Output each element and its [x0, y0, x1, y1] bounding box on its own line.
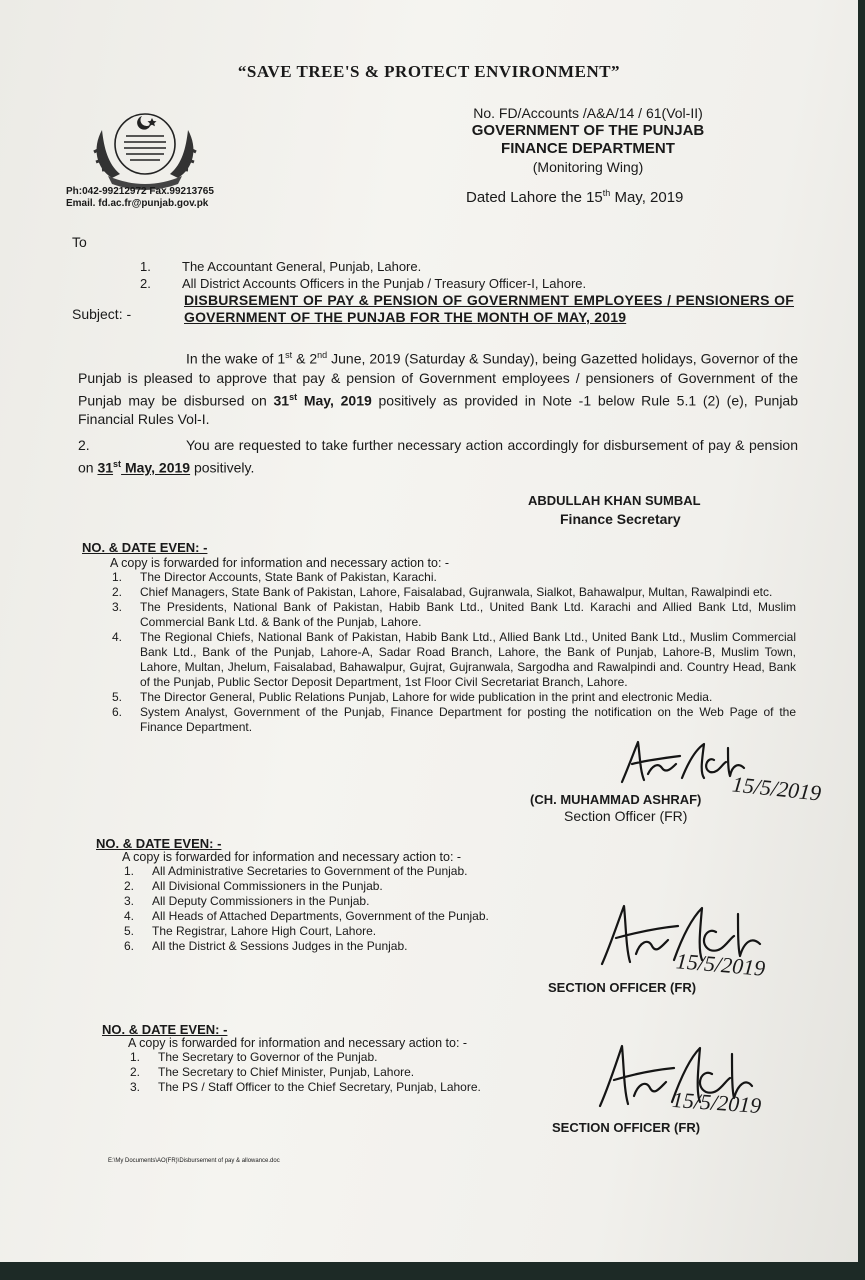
item-number: 3.	[130, 1080, 141, 1094]
government-name: GOVERNMENT OF THE PUNJAB	[471, 122, 705, 139]
dated-suffix: th	[602, 188, 611, 198]
item-text: The Director General, Public Relations Punjab, Lahore for wide publication in the print and electronic Media.	[140, 690, 713, 704]
list-item	[140, 275, 586, 292]
item-number: 2.	[140, 276, 151, 291]
item-text: Chief Managers, State Bank of Pakistan, Lahore, Faisalabad, Gujranwala, Sialkot, Bahawalpur, Multan, Rawalpindi etc.	[140, 585, 773, 599]
subject-label: Subject: -	[72, 306, 132, 322]
item-text: System Analyst, Government of the Punjab, Finance Department for posting the notification on the Web Page of the Finance Department.	[140, 705, 796, 734]
section-3-heading: NO. & DATE EVEN: -	[102, 1022, 228, 1037]
list-item	[112, 585, 796, 600]
list-item	[130, 1050, 550, 1065]
contact-block	[66, 186, 214, 210]
item-number: 6.	[124, 939, 135, 953]
list-item	[112, 600, 796, 630]
section-3-signatory-title: SECTION OFFICER (FR)	[552, 1120, 701, 1135]
section-1-heading: NO. & DATE EVEN: -	[82, 540, 208, 555]
dated-month: May, 2019	[610, 189, 684, 206]
signatory-block	[528, 492, 701, 528]
section-2-list	[124, 864, 584, 954]
section-3-list	[130, 1050, 550, 1095]
wing-name: (Monitoring Wing)	[532, 159, 644, 175]
signature-date: 15/5/2019	[675, 948, 767, 981]
section-1-signatory-title: Section Officer (FR)	[564, 808, 688, 824]
item-text: All District Accounts Officers in the Punjab / Treasury Officer-I, Lahore.	[182, 276, 587, 291]
item-text: All Divisional Commissioners in the Punjab.	[152, 879, 383, 893]
list-item	[112, 630, 796, 690]
p1-month: May, 2019	[297, 392, 372, 409]
p2-d: positively.	[190, 459, 255, 476]
p1-f: positively as provided in Note -1 below Rule 5.1 (2) (e), Punjab Financial Rules Vol-I.	[78, 392, 799, 428]
p1-c: June, 2019 (Saturday & Sunday), being Gazetted holidays, Governor of the Punjab is pleased to approve that pay & pension of Government employees / pensioners of Government of the Punjab may be disbursed on	[78, 350, 798, 409]
p2-a: You are requested to take further necessary action accordingly for disbursement of pay & pension on	[78, 437, 798, 476]
item-number: 2.	[130, 1065, 141, 1079]
list-item	[112, 705, 796, 735]
list-item	[130, 1065, 550, 1080]
p1-b: & 2	[292, 350, 318, 367]
item-number: 5.	[124, 924, 135, 938]
signature-date: 15/5/2019	[671, 1086, 763, 1119]
item-text: The Registrar, Lahore High Court, Lahore.	[152, 924, 377, 938]
p2-date: 31	[97, 459, 114, 476]
section-1-intro: A copy is forwarded for information and necessary action to: -	[110, 556, 450, 570]
item-number: 1.	[124, 864, 135, 878]
item-number: 2.	[124, 879, 135, 893]
p2-number: 2.	[78, 437, 90, 453]
section-2-heading: NO. & DATE EVEN: -	[96, 836, 222, 851]
list-item	[124, 924, 584, 939]
item-number: 2.	[112, 585, 123, 599]
item-text: The PS / Staff Officer to the Chief Secretary, Punjab, Lahore.	[158, 1080, 481, 1094]
item-number: 6.	[112, 705, 123, 719]
item-number: 1.	[130, 1050, 141, 1064]
item-number: 5.	[112, 690, 123, 704]
section-3-intro: A copy is forwarded for information and necessary action to: -	[128, 1036, 468, 1050]
item-text: The Presidents, National Bank of Pakistan, Habib Bank Ltd., United Bank Ltd. Karachi and Allied Bank Ltd, Muslim Commercial Bank Ltd. & Bank of the Punjab, Lahore.	[140, 600, 796, 629]
paragraph-1	[78, 346, 798, 429]
phone-fax: Ph:042-99212972 Fax.99213765	[66, 186, 214, 197]
dated-text: Dated Lahore the 15	[466, 189, 603, 206]
signature-date: 15/5/2019	[730, 771, 823, 806]
item-number: 1.	[140, 259, 151, 274]
list-item	[130, 1080, 550, 1095]
item-text: The Secretary to Chief Minister, Punjab, Lahore.	[158, 1065, 415, 1079]
list-item	[124, 864, 584, 879]
list-item	[112, 690, 796, 705]
to-label: To	[72, 234, 87, 250]
section-1-list	[112, 570, 796, 735]
list-item	[112, 570, 796, 585]
signatory-title: Finance Secretary	[560, 511, 681, 527]
p1-a: In the wake of 1	[186, 350, 286, 367]
p2-month: May, 2019	[121, 459, 191, 476]
p2-date-sup: st	[113, 459, 122, 469]
item-number: 1.	[112, 570, 123, 584]
reference-number: No. FD/Accounts /A&A/14 / 61(Vol-II)	[473, 105, 703, 121]
list-item	[124, 879, 584, 894]
p1-a-sup: st	[285, 350, 293, 360]
p1-date: 31	[273, 392, 290, 409]
signatory-name: ABDULLAH KHAN SUMBAL	[528, 493, 701, 508]
list-item	[140, 258, 586, 275]
item-text: All Deputy Commissioners in the Punjab.	[152, 894, 370, 908]
list-item	[124, 939, 584, 954]
item-text: The Accountant General, Punjab, Lahore.	[182, 259, 422, 274]
punjab-government-emblem-icon	[86, 108, 204, 190]
letter-header	[458, 104, 718, 176]
item-text: All Heads of Attached Departments, Government of the Punjab.	[152, 909, 489, 923]
item-text: All the District & Sessions Judges in the Punjab.	[152, 939, 408, 953]
item-text: All Administrative Secretaries to Government of the Punjab.	[152, 864, 468, 878]
list-item	[124, 894, 584, 909]
department-name: FINANCE DEPARTMENT	[501, 140, 675, 157]
file-path: E:\My Documents\AO(FR)\Disbursement of pay & allowance.doc	[108, 1158, 280, 1164]
p1-date-sup: st	[289, 391, 298, 402]
email: Email. fd.ac.fr@punjab.gov.pk	[66, 198, 209, 209]
item-text: The Regional Chiefs, National Bank of Pakistan, Habib Bank Ltd., Allied Bank Ltd., United Bank Ltd., Muslim Commercial Bank Ltd., Bank of the Punjab, Lahore-A, Sadar Road Branch, Lahore, the Bank of Punjab, Lahore-B, Muslim Town, Lahore, Multan, Jhelum, Faisalabad, Bahawalpur, Gujrat, Gujranwala, Sargodha and Rawalpindi and. Country Head, Bank of the Punjab, Public Sector Deposit Department, 1st Floor Civil Secretariat Branch, Lahore.	[140, 630, 796, 689]
section-2-signatory-title: SECTION OFFICER (FR)	[548, 980, 697, 995]
list-item	[124, 909, 584, 924]
section-1-signatory-name: (CH. MUHAMMAD ASHRAF)	[530, 792, 702, 807]
section-2-intro: A copy is forwarded for information and necessary action to: -	[122, 850, 462, 864]
item-text: The Director Accounts, State Bank of Pakistan, Karachi.	[140, 570, 437, 584]
item-text: The Secretary to Governor of the Punjab.	[158, 1050, 378, 1064]
subject-text: DISBURSEMENT OF PAY & PENSION OF GOVERNMENT EMPLOYEES / PENSIONERS OF GOVERNMENT OF THE PUNJAB FOR THE MONTH OF MAY, 2019	[184, 292, 794, 325]
paragraph-2	[78, 436, 798, 478]
dated-line	[466, 188, 683, 206]
item-number: 3.	[124, 894, 135, 908]
item-number: 4.	[124, 909, 135, 923]
item-number: 4.	[112, 630, 123, 644]
addressee-list	[140, 258, 586, 292]
motto: “SAVE TREE'S & PROTECT ENVIRONMENT”	[237, 62, 621, 81]
p1-b-sup: nd	[317, 350, 328, 360]
item-number: 3.	[112, 600, 123, 614]
